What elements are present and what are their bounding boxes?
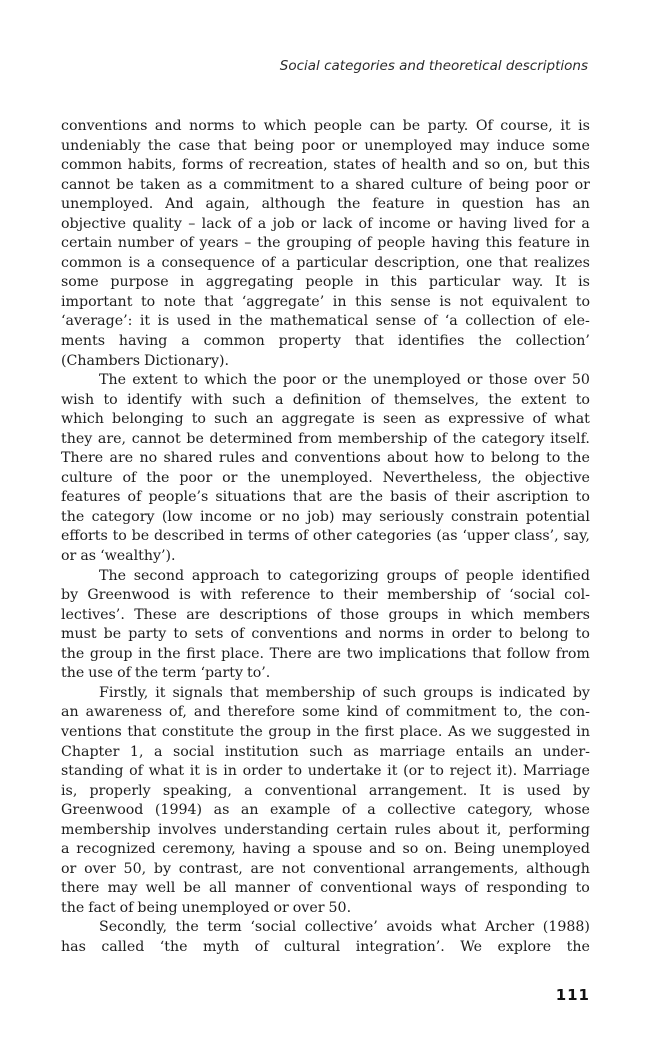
text-line: features of people’s situations that are the basis of their ascription to	[61, 489, 590, 506]
text-line: conventions and norms to which people can be party. Of course, it is	[61, 118, 590, 134]
text-line: Firstly, it signals that membership of such groups is indicated by	[99, 684, 590, 701]
text-line: they are, cannot be determined from membership of the category itself.	[61, 430, 590, 447]
text-line: by Greenwood is with reference to their membership of ‘social col-	[61, 587, 590, 604]
text-line: Greenwood (1994) as an example of a collective category, whose	[61, 802, 590, 819]
text-line: an awareness of, and therefore some kind of commitment to, the con-	[61, 704, 590, 721]
text-line: common is a consequence of a particular description, one that realizes	[61, 254, 590, 271]
text-line: undeniably the case that being poor or unemployed may induce some	[61, 137, 590, 154]
text-line: some purpose in aggregating people in this particular way. It is	[61, 274, 590, 291]
text-line: the fact of being unemployed or over 50.	[61, 899, 352, 916]
text-line: The extent to which the poor or the unemployed or those over 50	[99, 372, 590, 389]
body-text	[61, 117, 590, 958]
text-line: is, properly speaking, a conventional arrangement. It is used by	[61, 782, 590, 799]
page-number: 111	[555, 986, 590, 1004]
text-line: the use of the term ‘party to’.	[61, 665, 271, 682]
text-line: important to note that ‘aggregate’ in this sense is not equivalent to	[61, 293, 590, 310]
text-line: culture of the poor or the unemployed. Nevertheless, the objective	[61, 469, 590, 486]
text-line: certain number of years – the grouping of people having this feature in	[61, 235, 590, 252]
text-line: objective quality – lack of a job or lack of income or having lived for a	[61, 215, 590, 232]
text-line: cannot be taken as a commitment to a shared culture of being poor or	[61, 176, 590, 193]
text-line: unemployed. And again, although the feature in question has an	[61, 196, 590, 213]
text-line: Secondly, the term ‘social collective’ avoids what Archer (1988)	[99, 919, 590, 936]
text-line: ‘average’: it is used in the mathematical sense of ‘a collection of ele-	[61, 313, 590, 330]
text-line: there may well be all manner of conventional ways of responding to	[61, 880, 590, 897]
text-line: lectives’. These are descriptions of those groups in which members	[61, 606, 590, 623]
text-line: standing of what it is in order to undertake it (or to reject it). Marriage	[61, 763, 590, 780]
text-line: or over 50, by contrast, are not conventional arrangements, although	[61, 860, 590, 877]
text-line: Chapter 1, a social institution such as marriage entails an under-	[61, 743, 590, 760]
text-line: ventions that constitute the group in the first place. As we suggested in	[61, 723, 590, 740]
text-line: which belonging to such an aggregate is seen as expressive of what	[61, 411, 590, 428]
text-line: There are no shared rules and conventions about how to belong to the	[61, 450, 590, 467]
text-line: a recognized ceremony, having a spouse and so on. Being unemployed	[61, 841, 590, 858]
text-line: the group in the first place. There are two implications that follow from	[61, 645, 590, 662]
running-head: Social categories and theoretical descriptions	[279, 58, 588, 74]
text-line: the category (low income or no job) may seriously constrain potential	[61, 508, 590, 525]
text-line: membership involves understanding certain rules about it, performing	[61, 821, 590, 838]
text-line: efforts to be described in terms of other categories (as ‘upper class’, say,	[61, 528, 590, 545]
text-line: common habits, forms of recreation, states of health and so on, but this	[61, 157, 590, 174]
text-line: (Chambers Dictionary).	[61, 352, 230, 369]
text-line: wish to identify with such a definition of themselves, the extent to	[61, 391, 590, 408]
text-line: or as ‘wealthy’).	[61, 548, 176, 565]
text-line: The second approach to categorizing groups of people identified	[99, 567, 590, 584]
text-line: ments having a common property that identifies the collection’	[61, 333, 590, 350]
text-line: must be party to sets of conventions and norms in order to belong to	[61, 626, 590, 643]
text-line: has called ‘the myth of cultural integration’. We explore the	[61, 938, 590, 955]
